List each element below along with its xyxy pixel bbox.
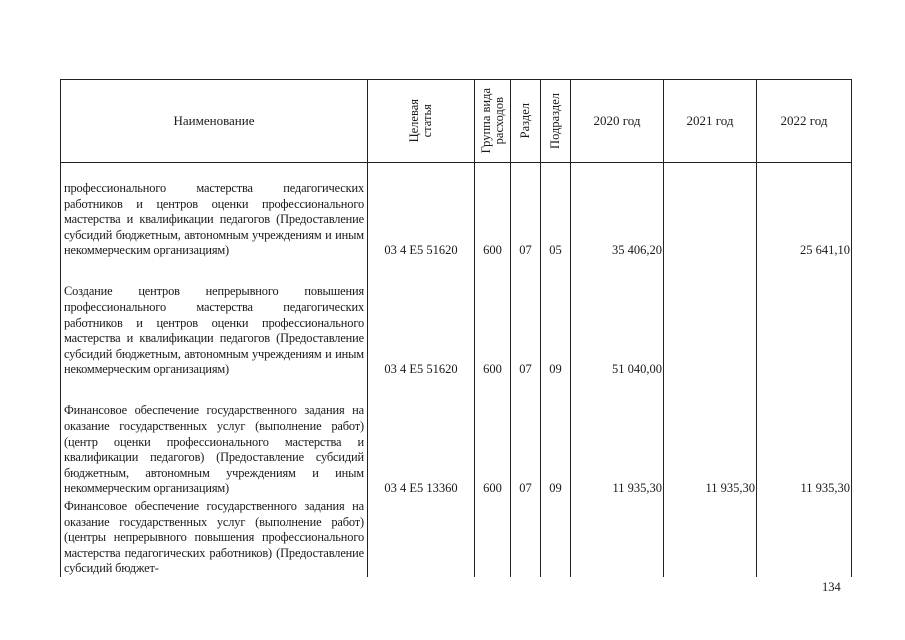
row-2021: 11 935,30 [664,378,757,497]
table-header-row [61,80,852,163]
table-row [61,163,852,260]
row-group: 600 [475,163,511,260]
row-2022: 11 935,30 [757,378,852,497]
row-2021 [664,163,757,260]
row-name: Финансовое обеспечение государственного задания на оказание государственных услуг (выполнение работ) (центры непрерывного повышения профессионального мастерства педагогических работников) (Предоставление субсидий бюджет- [61,497,368,577]
row-group: 600 [475,259,511,378]
row-subsection: 09 [541,259,571,378]
header-2021: 2021 год [664,80,757,163]
header-subsection: Подраздел [548,93,562,149]
row-name: Создание центров непрерывного повышения профессионального мастерства педагогических работников и центров оценки профессионального мастерства и квалификации педагогов (Предоставление субсидий бюджетным, автономным учреждениям и иным некоммерческим организациям) [61,259,368,378]
row-2021 [664,259,757,378]
row-name: Финансовое обеспечение государственного задания на оказание государственных услуг (выполнение работ) (центр оценки профессионального мастерства и квалификации педагогов) (Предоставление субсидий бюджетным, автономным учреждениям и иным некоммерческим организациям) [61,378,368,497]
row-2022: 25 641,10 [757,163,852,260]
table-row [61,259,852,378]
table-row [61,497,852,577]
header-2020: 2020 год [571,80,664,163]
row-2020: 35 406,20 [571,163,664,260]
budget-table [60,79,852,577]
header-2022: 2022 год [757,80,852,163]
header-section: Раздел [518,103,532,139]
row-subsection [541,497,571,577]
row-2020: 11 935,30 [571,378,664,497]
header-target-article: Целевая статья [407,99,434,143]
row-subsection: 05 [541,163,571,260]
page-number: 134 [822,580,841,594]
row-2022 [757,497,852,577]
row-2021 [664,497,757,577]
row-code: 03 4 Е5 51620 [368,163,475,260]
row-2022 [757,259,852,378]
row-group: 600 [475,378,511,497]
row-code: 03 4 Е5 51620 [368,259,475,378]
row-2020 [571,497,664,577]
row-section: 07 [511,378,541,497]
header-name: Наименование [61,80,368,163]
header-expense-group: Группа вида расходов [478,88,506,154]
row-code [368,497,475,577]
row-code: 03 4 Е5 13360 [368,378,475,497]
row-section [511,497,541,577]
row-2020: 51 040,00 [571,259,664,378]
row-section: 07 [511,259,541,378]
row-section: 07 [511,163,541,260]
table-row [61,378,852,497]
row-group [475,497,511,577]
row-subsection: 09 [541,378,571,497]
row-name: профессионального мастерства педагогических работников и центров оценки профессионального мастерства и квалификации педагогов (Предоставление субсидий бюджетным, автономным учреждениям и иным некоммерческим организациям) [61,163,368,260]
